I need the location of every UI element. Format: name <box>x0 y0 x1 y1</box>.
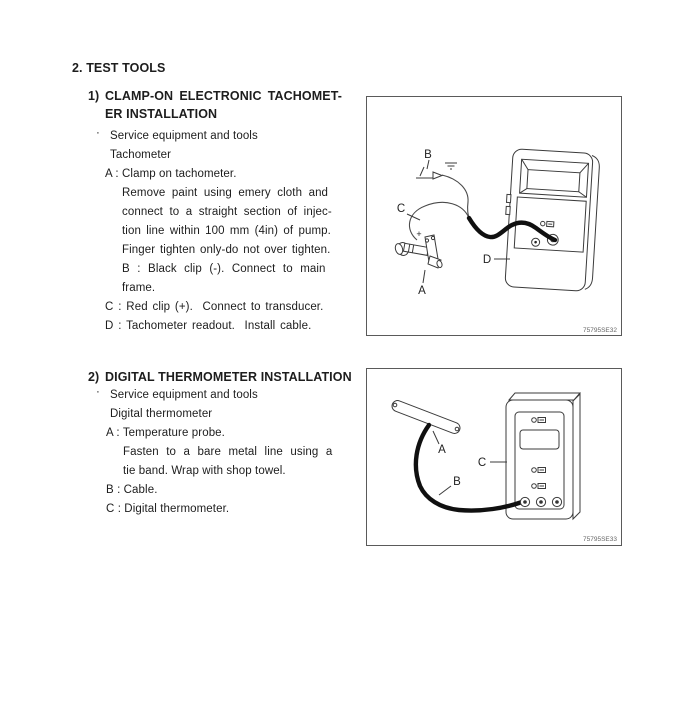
body-line: C : Digital thermometer. <box>106 503 230 515</box>
device-left-tab <box>506 206 510 214</box>
figure1-label-d: D <box>482 254 492 266</box>
figure2-code: 75795SE33 <box>583 536 617 543</box>
device-display <box>520 159 589 197</box>
body-line: tie band. Wrap with shop towel. <box>123 465 286 477</box>
body-line: connect to a straight section of injec- <box>122 206 332 218</box>
figure1-frame <box>366 96 622 336</box>
body-line: Service equipment and tools <box>110 389 258 401</box>
body-line: Tachometer <box>110 149 172 161</box>
panel-jacks <box>520 497 561 506</box>
figure1-code: 75795SE32 <box>583 327 617 334</box>
body-line: D : Tachometer readout. Install cable. <box>105 320 312 332</box>
section1-number: 1) <box>88 89 100 103</box>
figure2-label-a: A <box>438 444 446 456</box>
body-line: C : Red clip (+). Connect to transducer. <box>105 301 324 313</box>
figure1-label-c: C <box>396 203 406 215</box>
section1-heading-line1: CLAMP-ON ELECTRONIC TACHOMET- <box>105 89 343 103</box>
tachometer-device <box>501 148 600 291</box>
body-line: tion line within 100 mm (4in) of pump. <box>122 225 331 237</box>
section2-number: 2) <box>88 370 100 384</box>
device-display <box>520 430 559 449</box>
body-line: Remove paint using emery cloth and <box>122 187 329 199</box>
body-line: Service equipment and tools <box>110 130 258 142</box>
leader-b <box>439 486 451 495</box>
body-line: Finger tighten only-do not over tighten. <box>122 244 331 256</box>
panel-switch-icon <box>540 221 545 226</box>
section2-bullet: · <box>96 386 100 398</box>
figure2-label-b: B <box>453 476 461 488</box>
black-clip <box>416 160 442 179</box>
device-side-face <box>573 394 580 519</box>
body-line: B : Black clip (-). Connect to main <box>122 263 326 275</box>
body-line: Digital thermometer <box>110 408 213 420</box>
clamp-transducer <box>394 235 443 268</box>
leader-a <box>423 270 425 283</box>
figure2-label-c: C <box>477 457 487 469</box>
leader-a <box>433 431 439 444</box>
thermometer-figure <box>367 369 621 545</box>
body-line: Fasten to a bare metal line using a <box>123 446 333 458</box>
panel-switch-icon <box>532 484 546 489</box>
device-top-face <box>509 393 580 400</box>
body-line: B : Cable. <box>106 484 158 496</box>
figure2-frame <box>366 368 622 546</box>
panel-switch-icon <box>532 468 546 473</box>
figure1-label-a: A <box>418 285 426 297</box>
page-title: 2. TEST TOOLS <box>72 61 166 75</box>
leader-c <box>407 214 420 220</box>
tachometer-figure <box>367 97 621 335</box>
panel-switch-icon <box>532 418 546 423</box>
section1-bullet: · <box>96 127 100 139</box>
device-left-tab <box>506 194 510 202</box>
ground-symbol-icon <box>445 163 457 169</box>
body-line: A : Clamp on tachometer. <box>105 168 237 180</box>
device-panel <box>515 412 564 509</box>
section2-heading: DIGITAL THERMOMETER INSTALLATION <box>105 370 352 384</box>
body-line: frame. <box>122 282 156 294</box>
section1-heading-line2: ER INSTALLATION <box>105 107 218 121</box>
body-line: A : Temperature probe. <box>106 427 225 439</box>
plus-mark: + <box>416 229 422 239</box>
figure1-label-b: B <box>424 149 432 161</box>
